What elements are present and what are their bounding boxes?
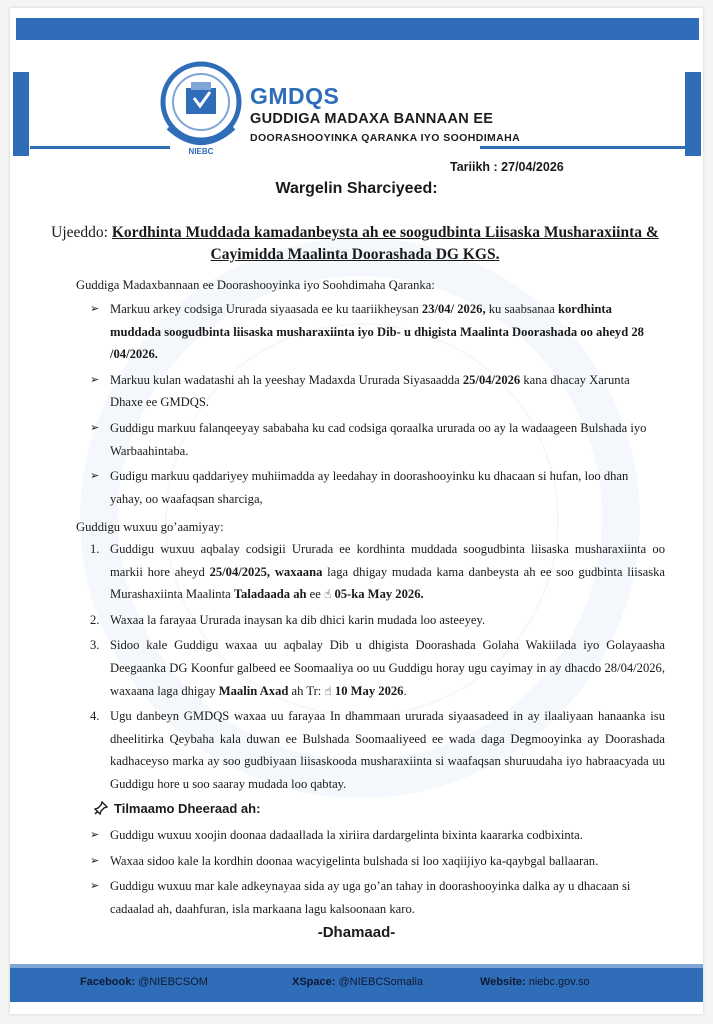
list-item: ➢ Markuu kulan wadatashi ah la yeeshay Madaxda Ururada Siyasaadda 25/04/2026 kana dhacay Xarunta Dhaxe ee GMDQS. [90, 369, 662, 414]
purpose-statement [50, 222, 660, 266]
intro-text: Guddiga Madaxbannaan ee Doorashooyinka iyo Soohdimaha Qaranka: [76, 278, 435, 292]
list-item: ➢ Markuu arkey codsiga Ururada siyaasada ee ku taariikheysan 23/04/ 2026, ku saabsanaa kordhinta muddada soogudbinta liisaska musharaxiinta iyo Dib- u dhigista Maalinta Doorashada oo aheyd 28 /04/2026. [90, 298, 662, 366]
list-item: ➢ Waxaa sidoo kale la kordhin doonaa wacyigelinta bulshada si loo xaqiijiyo ka-qaybgal ballaaran. [90, 850, 665, 873]
document-title: Wargelin Sharciyeed: [275, 180, 438, 197]
considerations-list [90, 298, 662, 513]
notes-list [90, 824, 665, 923]
list-item: 1. Guddigu wuxuu aqbalay codsigii Ururada ee kordhinta muddada soogudbinta liisaska musharaxiinta oo markii hore aheyd 25/04/2025, waxaana laga dhigay mudada kama danbeysta ah ee soo gudbinta liisaska Murashaxiinta Maalinta Taladaada ah ee ☝ 05-ka May 2026. [90, 542, 665, 602]
header-left-accent [13, 72, 29, 156]
decisions-list [90, 538, 665, 799]
pointing-hand-icon: ☝ [323, 587, 332, 602]
purpose-label: Ujeeddo: [51, 224, 108, 241]
header-rule-right [480, 146, 695, 149]
notes-heading: Tilmaamo Dheeraad ah: [94, 801, 260, 816]
list-item: ➢ Guddigu wuxuu mar kale adkeynayaa sida ay uga go’an tahay in doorashooyinka dalka ay u dhacaan si cadaalad ah, daahfuran, isla markaana lagu kalsoonaan karo. [90, 875, 665, 920]
document-date: Tariikh : 27/04/2026 [450, 160, 564, 174]
end-marker: -Dhamaad- [317, 924, 396, 941]
list-item: ➢ Gudigu markuu qaddariyey muhiimadda ay leedahay in doorashooyinku ku dhacaan si hufan, loo dhan yahay, oo waafaqsan sharciga, [90, 465, 662, 510]
header-right-accent [685, 72, 701, 156]
list-item: ➢ Guddigu wuxuu xoojin doonaa dadaallada la xiriira dardargelinta bixinta kaararka codbixinta. [90, 824, 665, 847]
svg-text:NIEBC: NIEBC [188, 147, 214, 156]
footer-xspace[interactable]: XSpace: @NIEBCSomalia [292, 976, 424, 988]
org-name: GUDDIGA MADAXA BANNAAN EE [250, 111, 494, 127]
header-rule-left [30, 146, 170, 149]
list-item: ➢ Guddigu markuu falanqeeyay sababaha ku cad codsiga qoraalka ururada oo ay la wadaageen Bulshada iyo Warbaahintaba. [90, 417, 662, 462]
org-abbreviation: GMDQS [250, 83, 340, 109]
header-bar [16, 18, 699, 40]
niebc-logo [160, 58, 242, 160]
org-subtitle: DOORASHOOYINKA QARANKA IYO SOOHDIMAHA [250, 132, 521, 144]
list-item: 2. Waxaa la farayaa Ururada inaysan ka dib dhici karin mudada loo asteeyey. [90, 612, 486, 627]
document-page [10, 8, 703, 1014]
list-item: 4. Ugu danbeyn GMDQS waxaa uu farayaa In dhammaan ururada siyaasadeed in ay ilaaliyaan hanaanka isu dheelitirka Qeybaha kala duwan ee Bulshada Soomaaliyeed ee wada daga Degmooyinka ay Doorashada kadhaceyso marka ay soo gudbiyaan liisaskooda musharaxiinta si waafaqsan shuruudaha iyo habraacyada uu Guddigu hore u soo saaray mudada loo qabtay. [90, 709, 665, 791]
decided-intro: Guddigu wuxuu go’aamiyay: [76, 520, 224, 534]
footer-facebook[interactable]: Facebook: @NIEBCSOM [80, 976, 208, 988]
purpose-text: Kordhinta Muddada kamadanbeysta ah ee soogudbinta Liisaska Musharaxiinta & Cayimidda Maalinta Doorashada DG KGS. [111, 224, 659, 263]
pointing-hand-icon: ☝ [324, 683, 332, 698]
footer-website[interactable]: Website: niebc.gov.so [480, 976, 590, 988]
list-item: 3. Sidoo kale Guddigu waxaa uu aqbalay Dib u dhigista Doorashada Golaha Wakiilada iyo Golayaasha Deegaanka DG Koonfur galbeed ee Soomaaliya oo uu Guddigu horay ugu cayimay in ay dhacdo 28/04/2026, waxaana laga dhigay Maalin Axad ah Tr: ☝ 10 May 2026. [90, 638, 665, 698]
pushpin-icon [94, 801, 108, 815]
footer-accent [10, 964, 703, 968]
